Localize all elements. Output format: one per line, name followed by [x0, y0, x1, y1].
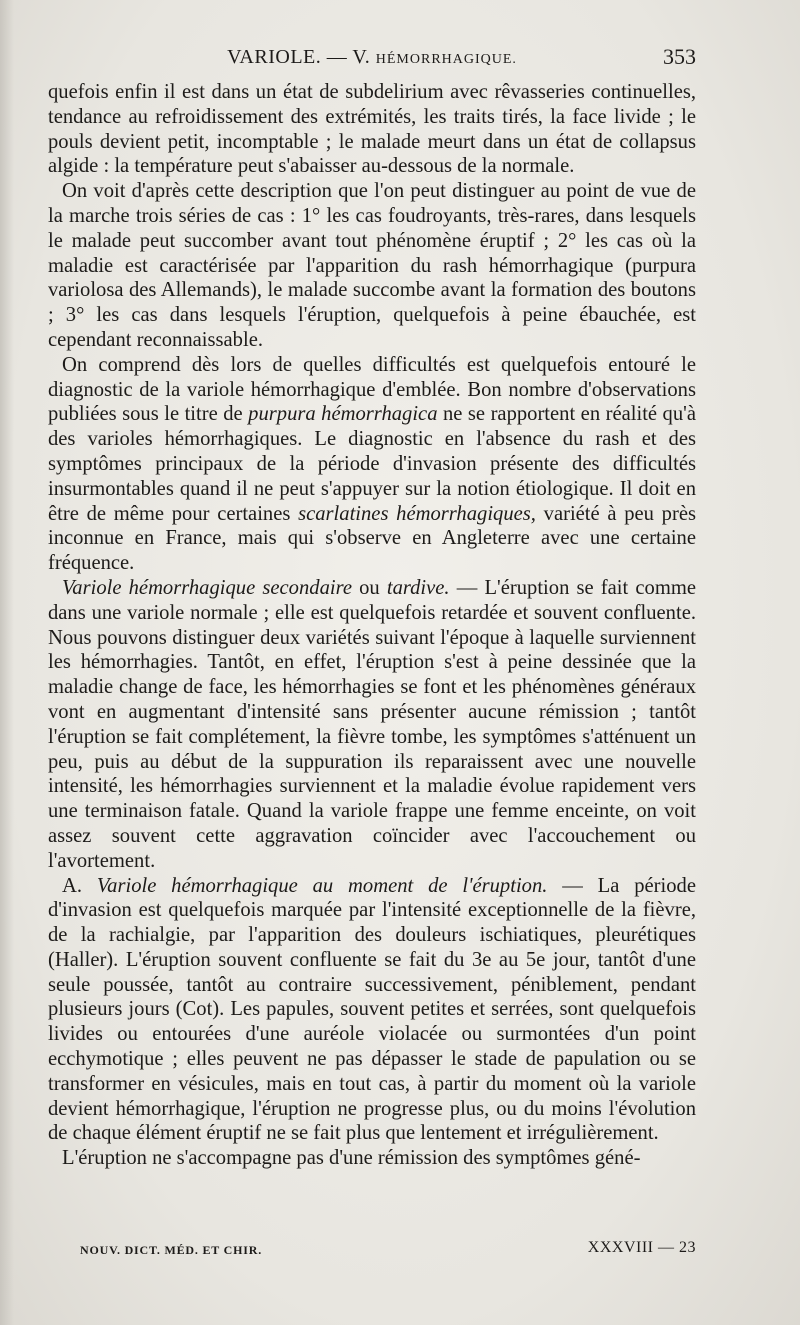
paragraph-3-italic-1: purpura hémorrhagica — [248, 403, 438, 426]
paragraph-4-text-a: ou — [351, 576, 387, 599]
section-heading-secondaire: Variole hémorrhagique secondaire — [62, 576, 352, 599]
paragraph-4-text-b: — L'éruption se fait comme dans une variole normale ; elle est quelquefois retardée et souvent confluente. Nous pouvons distinguer deux variétés suivant l'époque à laquelle surviennent les hémorrhagies. Tantôt, en effet, l'éruption s'est à peine dessinée que la maladie change de face, les hémorrhagies se font et les phénomènes généraux vont en augmentant d'intensité sans présenter aucune rémission ; tantôt l'éruption se fait complétement, la fièvre tombe, les symptômes s'atténuent un peu, puis au début de la suppuration ils reparaissent avec une nouvelle intensité, les hémorrhagies surviennent et la maladie évolue rapidement vers une terminaison fatale. Quand la variole frappe une femme enceinte, on voit assez souvent cette aggravation coïncider avec l'accouchement ou l'avortement. — [48, 576, 697, 872]
running-title-sub: HÉMORRHAGIQUE. — [375, 52, 517, 67]
page-number: 353 — [663, 44, 696, 69]
paragraph-2: On voit d'après cette description que l'on peut distinguer au point de vue de la marche trois séries de cas : 1° les cas foudroyants, très-rares, dans lesquels le malade peut succomber avant tout phénomène éruptif ; 2° les cas où la maladie est caractérisée par l'apparition du rash hémorrhagique (purpura variolosa des Allemands), le malade succombe avant la formation des boutons ; 3° les cas dans lesquels l'éruption, quelquefois à peine ébauchée, est cependant reconnaissable. — [48, 180, 696, 351]
page-footer — [50, 1237, 696, 1263]
running-title — [48, 46, 696, 69]
paragraph-5-text: — La période d'invasion est quelquefois marquée par l'intensité exceptionnelle de la fièvre, de la rachialgie, par l'apparition des douleurs ischiatiques, pleurétiques (Haller). L'éruption souvent confluente se fait du 3e au 5e jour, tantôt d'une seule poussée, tantôt au contraire successivement, péniblement, pendant plusieurs jours (Cot). Les papules, souvent petites et serrées, sont quelquefois livides ou entourées d'une auréole violacée ou surmontées d'un point ecchymotique ; elles peuvent ne pas dépasser le stade de papulation ou se transformer en vésicules, mais en tout cas, à partir du moment où la variole devient hémorrhagique, l'éruption ne progresse plus, ou du moins l'évolution de chaque élément éruptif ne se fait plus que lentement et irrégulièrement. — [48, 874, 696, 1145]
paragraph-3 — [48, 353, 696, 576]
paragraph-3-text-c: variété à peu près inconnue en France, mais qui s'observe en Angleterre avec une certaine fréquence. — [48, 502, 696, 575]
running-title-main: VARIOLE. — [227, 46, 322, 68]
section-heading-tardive: tardive. — [386, 576, 450, 599]
paragraph-3-italic-2: scarlatines hémorrhagiques, — [298, 502, 536, 525]
paragraph-3-text-a: On comprend dès lors de quelles difficultés est quelquefois entouré le diagnostic de la variole hémorrhagique d'emblée. Bon nombre d'observations publiées sous le titre de — [48, 353, 696, 426]
paragraph-1: quefois enfin il est dans un état de subdelirium avec rêvasseries continuelles, tendance au refroidissement des extrémités, les traits tirés, la face livide ; le pouls devient petit, incomptable ; le malade meurt dans un état de collapsus algide : la température peut s'abaisser au-dessous de la normale. — [48, 81, 696, 178]
paragraph-5-label: A. — [62, 874, 97, 897]
signature-mark: NOUV. DICT. MÉD. ET CHIR. — [80, 1243, 263, 1257]
paragraph-6: L'éruption ne s'accompagne pas d'une rémission des symptômes géné- — [62, 1147, 641, 1170]
paragraph-4 — [48, 576, 696, 874]
running-title-dash: — V. — [326, 46, 371, 68]
body-text — [48, 80, 696, 1171]
running-header — [48, 42, 696, 74]
paragraph-5 — [48, 874, 696, 1147]
paragraph-3-text-b: ne se rapportent en réalité qu'à des varioles hémorrhagiques. Le diagnostic en l'absence du rash et des symptômes principaux de la période d'invasion présente des difficultés insurmontables quand il ne peut s'appuyer sur la notion étiologique. Il doit en être de même pour certaines — [48, 403, 696, 525]
section-heading-eruption: Variole hémorrhagique au moment de l'éruption. — [96, 874, 548, 897]
volume-signature: XXXVIII — 23 — [587, 1239, 696, 1256]
